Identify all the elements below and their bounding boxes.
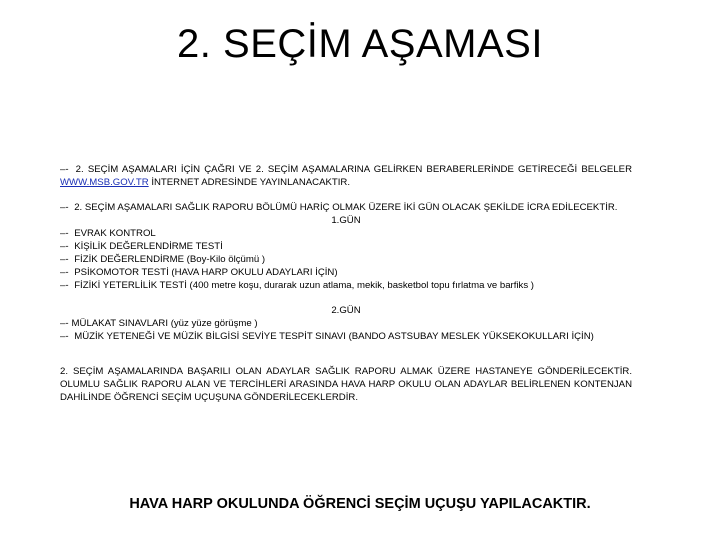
paragraph-duration <box>60 201 632 214</box>
day2-heading: 2.GÜN <box>331 305 361 316</box>
paragraph-documents-text: 2. SEÇİM AŞAMALARI İÇİN ÇAĞRI VE 2. SEÇİM AŞAMALARINA GELİRKEN BERABERLERİNDE GETİRECEĞİ BELGELER <box>71 164 632 175</box>
list-item-text: MÜZİK YETENEĞİ VE MÜZİK BİLGİSİ SEVİYE TESPİT SINAVI (BANDO ASTSUBAY MESLEK YÜKSEKOKULLARI İÇİN) <box>71 331 594 342</box>
paragraph-documents-text-end: İNTERNET ADRESİNDE YAYINLANACAKTIR. <box>148 177 350 188</box>
list-item <box>60 227 632 240</box>
bullet-marker: –- <box>60 241 69 252</box>
paragraph-documents <box>60 163 632 189</box>
day1-list <box>60 227 632 292</box>
list-item-text: MÜLAKAT SINAVLARI (yüz yüze görüşme ) <box>71 318 258 329</box>
list-item-text: FİZİKİ YETERLİLİK TESTİ (400 metre koşu, durarak uzun atlama, mekik, basketbol topu fırlatma ve barfiks ) <box>71 280 534 291</box>
bullet-marker: –- <box>60 254 69 265</box>
day1-heading: 1.GÜN <box>331 215 361 226</box>
msb-website-link[interactable]: WWW.MSB.GOV.TR <box>60 177 149 188</box>
bullet-marker: –- <box>60 267 69 278</box>
bullet-marker: –- <box>60 164 69 175</box>
day2-list <box>60 317 632 343</box>
list-item-text: PSİKOMOTOR TESTİ (HAVA HARP OKULU ADAYLARI İÇİN) <box>71 267 338 278</box>
list-item-text: FİZİK DEĞERLENDİRME (Boy-Kilo ölçümü ) <box>71 254 266 265</box>
list-item <box>60 240 632 253</box>
slide-body <box>60 163 632 404</box>
list-item-text: EVRAK KONTROL <box>71 228 156 239</box>
list-item <box>60 253 632 266</box>
list-item <box>60 317 632 330</box>
list-item-text: KİŞİLİK DEĞERLENDİRME TESTİ <box>71 241 223 252</box>
bullet-marker: –- <box>60 318 69 329</box>
list-item <box>60 266 632 279</box>
bullet-marker: –- <box>60 202 69 213</box>
slide-title: 2. SEÇİM AŞAMASI <box>177 22 543 66</box>
list-item <box>60 279 632 292</box>
paragraph-health-report: 2. SEÇİM AŞAMALARINDA BAŞARILI OLAN ADAYLAR SAĞLIK RAPORU ALMAK ÜZERE HASTANEYE GÖNDERİLECEKTİR. OLUMLU SAĞLIK RAPORU ALAN VE TERCİHLERİ ARASINDA HAVA HARP OKULU OLAN ADAYLAR BELİRLENEN KONTENJAN DAHİLİNDE ÖĞRENCİ SEÇİM UÇUŞUNA GÖNDERİLECEKLERDİR. <box>60 366 632 403</box>
footer-statement: HAVA HARP OKULUNDA ÖĞRENCİ SEÇİM UÇUŞU YAPILACAKTIR. <box>129 496 591 512</box>
paragraph-duration-text: 2. SEÇİM AŞAMALARI SAĞLIK RAPORU BÖLÜMÜ HARİÇ OLMAK ÜZERE İKİ GÜN OLACAK ŞEKİLDE İCRA EDİLECEKTİR. <box>71 202 618 213</box>
bullet-marker: –- <box>60 228 69 239</box>
list-item <box>60 330 632 343</box>
bullet-marker: –- <box>60 280 69 291</box>
bullet-marker: –- <box>60 331 69 342</box>
